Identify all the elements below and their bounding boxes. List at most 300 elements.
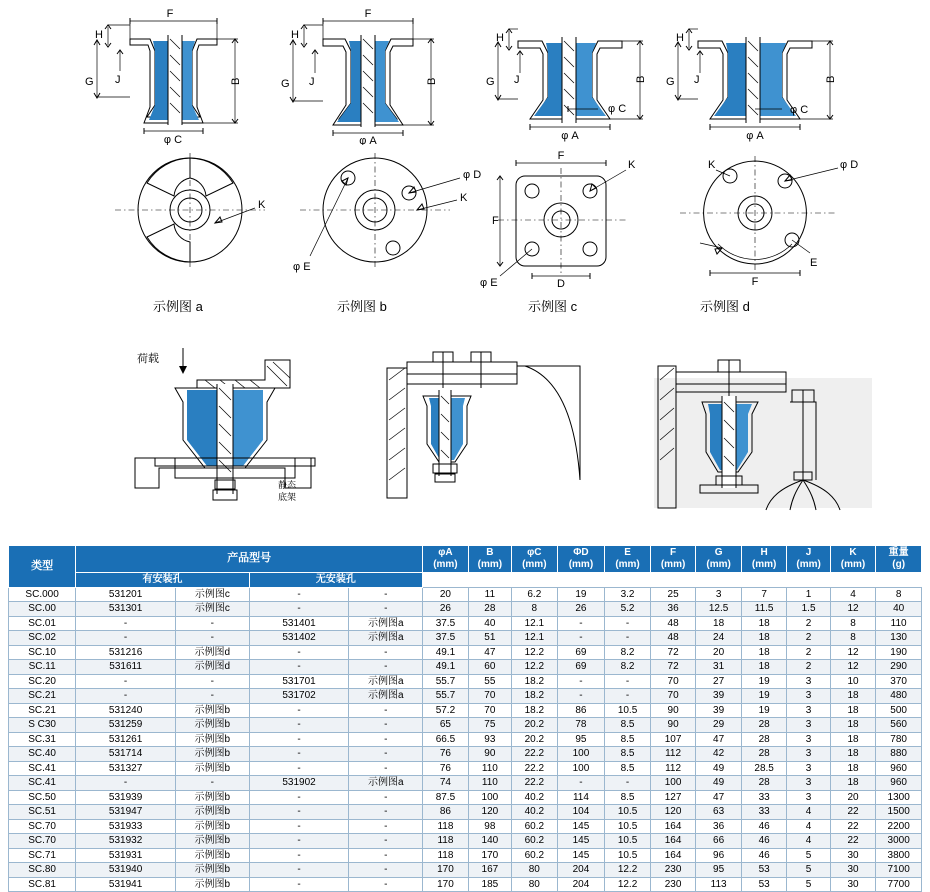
cell-weight: 7100 — [876, 863, 922, 878]
cell-K: 18 — [830, 718, 876, 733]
cell-phiA: 86 — [423, 805, 469, 820]
cell-weight: 190 — [876, 645, 922, 660]
cell-type: SC.41 — [9, 776, 76, 791]
cell-with-model: 531931 — [76, 848, 176, 863]
caption-c: 示例图 c — [528, 299, 578, 314]
cell-weight: 1300 — [876, 790, 922, 805]
cell-G: 24 — [696, 631, 742, 646]
cell-type: SC.81 — [9, 877, 76, 892]
col-weight-name: 重量 — [888, 547, 909, 558]
cell-with-model: 531259 — [76, 718, 176, 733]
col-phiA-unit: (mm) — [433, 559, 458, 570]
dim-phiC-label: φ C — [163, 134, 183, 145]
cell-without-figure: - — [349, 587, 423, 602]
cell-H: 28.5 — [741, 761, 787, 776]
cell-F: 127 — [650, 790, 696, 805]
cell-without-model: 531702 — [249, 689, 349, 704]
cell-phiD: 145 — [557, 834, 605, 849]
cell-H: 33 — [741, 805, 787, 820]
cell-phiC: 12.2 — [512, 660, 558, 675]
col-with-holes: 有安装孔 — [76, 573, 249, 588]
col-H-name: H — [760, 547, 768, 558]
cell-without-model: - — [249, 805, 349, 820]
cell-type: SC.50 — [9, 790, 76, 805]
cell-B: 51 — [468, 631, 511, 646]
cell-without-figure: - — [349, 863, 423, 878]
cell-phiA: 76 — [423, 761, 469, 776]
dim-phiA-label: φ A — [746, 130, 764, 142]
cell-without-figure: - — [349, 645, 423, 660]
cell-J: 2 — [787, 645, 830, 660]
cell-K: 22 — [830, 805, 876, 820]
cell-type: SC.01 — [9, 616, 76, 631]
cell-phiD: - — [557, 631, 605, 646]
cell-without-model: - — [249, 819, 349, 834]
cell-type: SC.02 — [9, 631, 76, 646]
col-G — [696, 546, 742, 573]
cell-phiA: 37.5 — [423, 631, 469, 646]
cell-with-figure: 示例图b — [175, 718, 249, 733]
cell-K: 18 — [830, 747, 876, 762]
cell-B: 90 — [468, 747, 511, 762]
cell-without-figure: - — [349, 732, 423, 747]
cell-phiC: 60.2 — [512, 819, 558, 834]
cell-J: 2 — [787, 660, 830, 675]
cell-without-model: - — [249, 645, 349, 660]
callout-K-label: K — [628, 159, 636, 171]
cell-phiA: 170 — [423, 863, 469, 878]
cell-without-model: - — [249, 761, 349, 776]
cell-G: 49 — [696, 761, 742, 776]
cell-E: 8.5 — [605, 761, 651, 776]
cell-E: 12.2 — [605, 877, 651, 892]
installation-example-2 — [375, 340, 610, 515]
cell-without-figure: - — [349, 602, 423, 617]
cell-without-model: - — [249, 703, 349, 718]
cell-H: 46 — [741, 848, 787, 863]
cell-phiD: 104 — [557, 805, 605, 820]
dim-H-label: H — [496, 32, 504, 44]
cell-type: S C30 — [9, 718, 76, 733]
cell-K: 18 — [830, 732, 876, 747]
cell-with-model: 531940 — [76, 863, 176, 878]
cell-weight: 130 — [876, 631, 922, 646]
caption-b: 示例图 b — [337, 299, 387, 314]
cell-phiC: 20.2 — [512, 732, 558, 747]
cell-weight: 780 — [876, 732, 922, 747]
cell-phiA: 20 — [423, 587, 469, 602]
cell-B: 75 — [468, 718, 511, 733]
table-row — [9, 631, 922, 646]
cell-phiD: - — [557, 689, 605, 704]
cell-without-figure: - — [349, 790, 423, 805]
cell-with-figure: 示例图b — [175, 732, 249, 747]
cell-with-figure: 示例图c — [175, 602, 249, 617]
cell-E: 8.5 — [605, 718, 651, 733]
cell-H: 28 — [741, 718, 787, 733]
cell-F: 72 — [650, 660, 696, 675]
cell-E: - — [605, 674, 651, 689]
cell-F: 164 — [650, 819, 696, 834]
cell-with-model: 531216 — [76, 645, 176, 660]
cell-phiC: 18.2 — [512, 703, 558, 718]
cell-J: 2 — [787, 616, 830, 631]
dim-E-label: E — [810, 257, 818, 269]
dim-J-label: J — [115, 74, 121, 86]
cell-without-model: - — [249, 718, 349, 733]
cell-phiD: 26 — [557, 602, 605, 617]
dim-J-label: J — [309, 76, 315, 88]
cell-phiC: 12.1 — [512, 616, 558, 631]
cell-without-model: - — [249, 848, 349, 863]
cell-without-figure: - — [349, 805, 423, 820]
cell-with-figure: 示例图d — [175, 660, 249, 675]
col-K-unit: (mm) — [840, 559, 866, 570]
callout-K-label: K — [460, 192, 468, 204]
col-H — [741, 546, 787, 573]
cell-K: 8 — [830, 631, 876, 646]
cell-phiD: 204 — [557, 863, 605, 878]
col-J-name: J — [805, 547, 812, 558]
load-label: 荷载 — [137, 353, 159, 365]
cell-E: 8.5 — [605, 790, 651, 805]
cell-H: 46 — [741, 819, 787, 834]
cell-E: 8.2 — [605, 645, 651, 660]
cell-E: 5.2 — [605, 602, 651, 617]
cell-phiA: 118 — [423, 819, 469, 834]
cell-J: 3 — [787, 674, 830, 689]
cell-phiD: 95 — [557, 732, 605, 747]
dim-H-label: H — [291, 29, 299, 41]
dim-B-label: B — [426, 77, 438, 85]
cell-J: 5 — [787, 877, 830, 892]
cell-E: - — [605, 616, 651, 631]
cell-E: - — [605, 776, 651, 791]
cell-K: 18 — [830, 703, 876, 718]
cell-F: 25 — [650, 587, 696, 602]
cell-phiD: - — [557, 616, 605, 631]
cell-without-model: - — [249, 790, 349, 805]
cell-G: 47 — [696, 790, 742, 805]
cell-type: SC.000 — [9, 587, 76, 602]
cell-K: 30 — [830, 848, 876, 863]
cell-G: 63 — [696, 805, 742, 820]
cell-K: 22 — [830, 834, 876, 849]
cell-F: 90 — [650, 718, 696, 733]
cell-F: 90 — [650, 703, 696, 718]
table-row — [9, 660, 922, 675]
table-row — [9, 645, 922, 660]
cell-phiD: 86 — [557, 703, 605, 718]
cell-G: 47 — [696, 732, 742, 747]
cell-without-model: - — [249, 660, 349, 675]
cell-B: 70 — [468, 703, 511, 718]
cell-K: 30 — [830, 863, 876, 878]
cell-weight: 960 — [876, 761, 922, 776]
cell-phiA: 74 — [423, 776, 469, 791]
cell-type: SC.10 — [9, 645, 76, 660]
cell-K: 12 — [830, 602, 876, 617]
col-phiA-name: φA — [438, 547, 453, 558]
cell-G: 66 — [696, 834, 742, 849]
cell-F: 107 — [650, 732, 696, 747]
cell-B: 55 — [468, 674, 511, 689]
cell-K: 10 — [830, 674, 876, 689]
cell-G: 42 — [696, 747, 742, 762]
cell-type: SC.51 — [9, 805, 76, 820]
col-B-name: B — [486, 547, 494, 558]
cell-E: 8.5 — [605, 732, 651, 747]
cell-phiC: 80 — [512, 877, 558, 892]
cell-without-model: 531701 — [249, 674, 349, 689]
dim-phiC-label: φ C — [608, 103, 627, 115]
dim-phiC-label: φ C — [790, 104, 809, 116]
cell-J: 4 — [787, 805, 830, 820]
col-B — [468, 546, 511, 573]
col-phiA — [423, 546, 469, 573]
cell-with-figure: - — [175, 776, 249, 791]
cell-with-model: - — [76, 689, 176, 704]
cell-weight: 8 — [876, 587, 922, 602]
cell-E: - — [605, 689, 651, 704]
cell-without-figure: 示例图a — [349, 689, 423, 704]
cell-B: 93 — [468, 732, 511, 747]
cell-without-figure: - — [349, 660, 423, 675]
cell-phiD: 145 — [557, 848, 605, 863]
cell-with-figure: 示例图c — [175, 587, 249, 602]
cell-G: 20 — [696, 645, 742, 660]
cell-phiD: 19 — [557, 587, 605, 602]
cell-J: 5 — [787, 848, 830, 863]
cell-K: 4 — [830, 587, 876, 602]
cell-with-figure: 示例图b — [175, 819, 249, 834]
cell-with-figure: - — [175, 674, 249, 689]
cell-phiC: 18.2 — [512, 689, 558, 704]
cell-phiC: 12.1 — [512, 631, 558, 646]
cell-J: 3 — [787, 689, 830, 704]
cell-F: 230 — [650, 863, 696, 878]
cell-without-model: - — [249, 602, 349, 617]
table-row — [9, 848, 922, 863]
cell-type: SC.71 — [9, 848, 76, 863]
cell-with-model: 531947 — [76, 805, 176, 820]
dim-F-label: F — [751, 276, 759, 288]
cell-K: 20 — [830, 790, 876, 805]
cell-weight: 370 — [876, 674, 922, 689]
cell-phiD: 114 — [557, 790, 605, 805]
cell-phiC: 40.2 — [512, 790, 558, 805]
cell-without-model: - — [249, 747, 349, 762]
cell-F: 36 — [650, 602, 696, 617]
table-row — [9, 718, 922, 733]
table-row — [9, 732, 922, 747]
cell-F: 48 — [650, 616, 696, 631]
cell-phiD: 69 — [557, 660, 605, 675]
cell-J: 3 — [787, 732, 830, 747]
cell-H: 18 — [741, 645, 787, 660]
cell-J: 3 — [787, 776, 830, 791]
cell-phiC: 22.2 — [512, 776, 558, 791]
cell-B: 47 — [468, 645, 511, 660]
col-F-unit: (mm) — [660, 559, 686, 570]
dim-J-label: J — [514, 74, 520, 86]
cell-phiD: 78 — [557, 718, 605, 733]
dim-phiA-label: φ A — [561, 130, 579, 142]
cell-B: 185 — [468, 877, 511, 892]
cell-H: 33 — [741, 790, 787, 805]
cell-K: 22 — [830, 819, 876, 834]
cell-B: 170 — [468, 848, 511, 863]
cell-with-figure: - — [175, 689, 249, 704]
cell-with-model: 531714 — [76, 747, 176, 762]
col-phiC — [512, 546, 558, 573]
cell-F: 112 — [650, 747, 696, 762]
cell-phiC: 22.2 — [512, 747, 558, 762]
col-without-holes: 无安装孔 — [249, 573, 422, 588]
cell-without-model: 531402 — [249, 631, 349, 646]
plan-view-c — [478, 148, 673, 288]
cell-F: 164 — [650, 834, 696, 849]
cell-G: 29 — [696, 718, 742, 733]
col-J-unit: (mm) — [796, 559, 821, 570]
cell-F: 100 — [650, 776, 696, 791]
cell-H: 18 — [741, 631, 787, 646]
cell-phiA: 118 — [423, 834, 469, 849]
cell-type: SC.20 — [9, 674, 76, 689]
cell-phiA: 170 — [423, 877, 469, 892]
cell-phiA: 49.1 — [423, 660, 469, 675]
installation-example-3 — [640, 340, 880, 520]
cell-type: SC.70 — [9, 819, 76, 834]
dim-F-label: F — [364, 8, 372, 20]
table-row — [9, 834, 922, 849]
cell-type: SC.00 — [9, 602, 76, 617]
dim-G-label: G — [486, 76, 495, 88]
cell-B: 98 — [468, 819, 511, 834]
col-phiD — [557, 546, 605, 573]
cell-weight: 3000 — [876, 834, 922, 849]
table-row — [9, 587, 922, 602]
cell-with-figure: 示例图b — [175, 703, 249, 718]
plan-view-a — [105, 148, 295, 278]
cell-without-figure: - — [349, 761, 423, 776]
cell-without-figure: 示例图a — [349, 674, 423, 689]
cell-with-figure: 示例图b — [175, 834, 249, 849]
cell-J: 2 — [787, 631, 830, 646]
dim-F-label: F — [166, 8, 174, 20]
cell-B: 28 — [468, 602, 511, 617]
cell-with-model: 531933 — [76, 819, 176, 834]
cell-H: 46 — [741, 834, 787, 849]
dim-G-label: G — [85, 76, 94, 88]
cell-K: 12 — [830, 645, 876, 660]
cell-B: 40 — [468, 616, 511, 631]
cell-with-model: 531301 — [76, 602, 176, 617]
dim-phiD-label: φ D — [463, 169, 482, 181]
cell-H: 53 — [741, 877, 787, 892]
col-G-unit: (mm) — [706, 559, 731, 570]
cell-phiD: 100 — [557, 761, 605, 776]
cell-E: 12.2 — [605, 863, 651, 878]
cell-K: 30 — [830, 877, 876, 892]
cell-with-figure: 示例图b — [175, 761, 249, 776]
col-F — [650, 546, 696, 573]
cell-weight: 960 — [876, 776, 922, 791]
cell-J: 1 — [787, 587, 830, 602]
cell-with-figure: - — [175, 631, 249, 646]
cell-phiC: 8 — [512, 602, 558, 617]
col-G-name: G — [714, 547, 723, 558]
table-row — [9, 819, 922, 834]
table-row — [9, 790, 922, 805]
plan-view-d — [660, 148, 875, 288]
cell-weight: 560 — [876, 718, 922, 733]
dim-phiE-label: φ E — [480, 277, 498, 288]
cell-F: 230 — [650, 877, 696, 892]
cell-with-figure: 示例图b — [175, 805, 249, 820]
cell-phiC: 6.2 — [512, 587, 558, 602]
section-view-c — [480, 5, 675, 145]
cell-H: 19 — [741, 703, 787, 718]
table-body — [9, 587, 922, 892]
cell-H: 18 — [741, 660, 787, 675]
cell-E: 8.2 — [605, 660, 651, 675]
col-weight — [876, 546, 922, 573]
cell-G: 12.5 — [696, 602, 742, 617]
dim-F-label: F — [557, 150, 565, 162]
col-E-unit: (mm) — [615, 559, 640, 570]
callout-K-label: K — [258, 199, 266, 211]
cell-phiD: 69 — [557, 645, 605, 660]
cell-phiA: 26 — [423, 602, 469, 617]
cell-J: 3 — [787, 747, 830, 762]
cell-without-figure: 示例图a — [349, 776, 423, 791]
table-row — [9, 877, 922, 892]
cell-F: 70 — [650, 674, 696, 689]
cell-phiC: 12.2 — [512, 645, 558, 660]
cell-with-model: 531611 — [76, 660, 176, 675]
dim-F-vertical-label: F — [492, 215, 499, 227]
dim-phiA-label: φ A — [359, 135, 377, 145]
cell-with-model: - — [76, 631, 176, 646]
cell-weight: 880 — [876, 747, 922, 762]
cell-B: 120 — [468, 805, 511, 820]
cell-E: 3.2 — [605, 587, 651, 602]
cell-G: 39 — [696, 689, 742, 704]
cell-J: 1.5 — [787, 602, 830, 617]
cell-weight: 290 — [876, 660, 922, 675]
cell-H: 18 — [741, 616, 787, 631]
cell-phiD: - — [557, 674, 605, 689]
cell-F: 70 — [650, 689, 696, 704]
cell-without-model: - — [249, 834, 349, 849]
cell-K: 18 — [830, 776, 876, 791]
cell-with-model: - — [76, 616, 176, 631]
cell-phiC: 22.2 — [512, 761, 558, 776]
cell-phiD: 145 — [557, 819, 605, 834]
cell-J: 5 — [787, 863, 830, 878]
callout-K-label: K — [708, 159, 716, 171]
col-phiC-name: φC — [527, 547, 542, 558]
dim-G-label: G — [281, 78, 290, 90]
table-row — [9, 747, 922, 762]
cell-G: 113 — [696, 877, 742, 892]
cell-without-figure: - — [349, 718, 423, 733]
dim-phiE-label: φ E — [293, 261, 311, 273]
col-J — [787, 546, 830, 573]
cell-E: 8.5 — [605, 747, 651, 762]
cell-weight: 500 — [876, 703, 922, 718]
